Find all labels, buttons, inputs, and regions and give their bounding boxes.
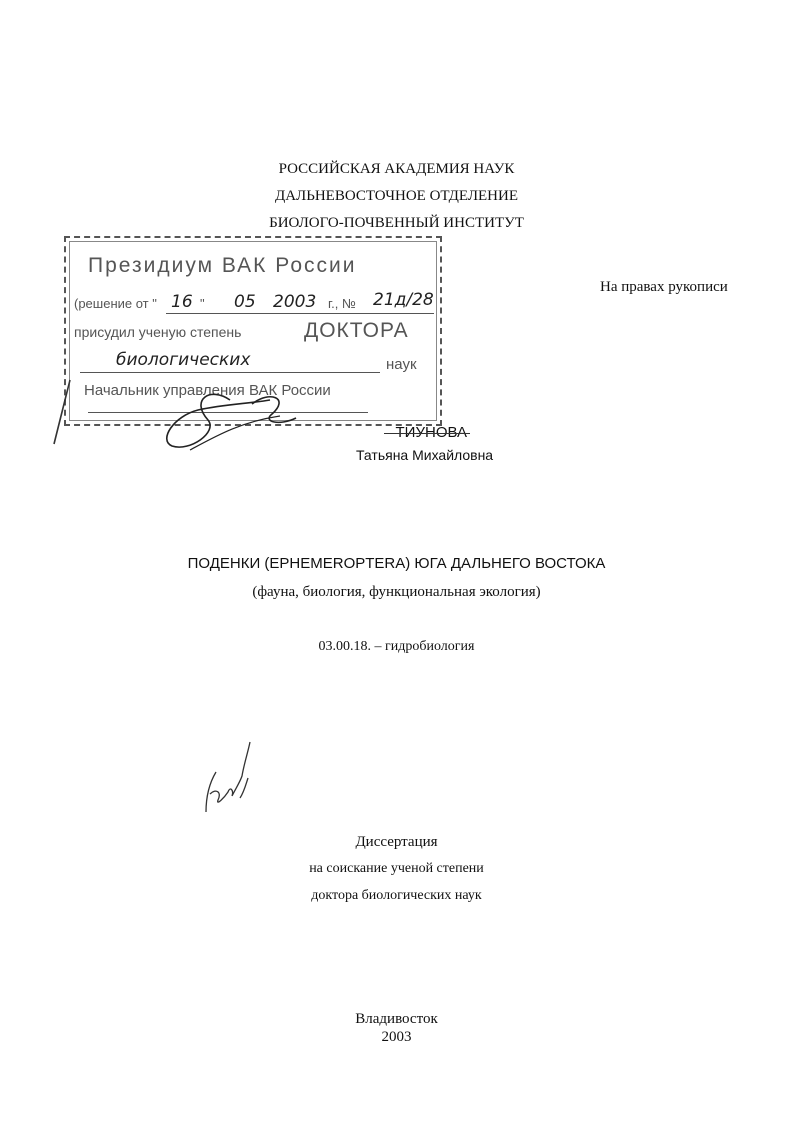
stamp-decision-year: 2003 (273, 292, 317, 312)
author-name: Татьяна Михайловна (356, 447, 494, 463)
stamp-degree: ДОКТОРА (304, 319, 409, 342)
thesis-subtitle: (фауна, биология, функциональная экология) (252, 584, 541, 600)
stamp-decision-underline (166, 313, 434, 314)
stamp-decision-quote: " (200, 296, 205, 311)
stamp-decision-day: 16 (171, 292, 193, 312)
stamp-award-text: присудил ученую степень (74, 324, 242, 340)
stamp-signature-icon (40, 360, 300, 460)
library-mark-icon (196, 738, 256, 820)
city: Владивосток (355, 1011, 438, 1027)
year: 2003 (381, 1029, 412, 1045)
specialty: 03.00.18. – гидробиология (318, 639, 475, 654)
stamp-decision-month: 05 (234, 292, 256, 312)
stamp-decision-g: г., № (328, 296, 356, 311)
author-surname: ТИУНОВА (395, 424, 467, 441)
org-line-2: ДАЛЬНЕВОСТОЧНОЕ ОТДЕЛЕНИЕ (274, 188, 519, 204)
stamp-science-suffix: наук (386, 356, 417, 373)
manuscript-note: На правах рукописи (600, 279, 728, 295)
thesis-type: Диссертация (355, 834, 438, 850)
thesis-title: ПОДЕНКИ (EPHEMEROPTERA) ЮГА ДАЛЬНЕГО ВОСТОКА (187, 555, 606, 572)
thesis-degree: доктора биологических наук (311, 888, 482, 903)
stamp-science-handwritten: биологических (116, 350, 251, 370)
thesis-purpose: на соискание ученой степени (309, 861, 484, 876)
org-line-1: РОССИЙСКАЯ АКАДЕМИЯ НАУК (278, 161, 515, 177)
stamp-decision-number: 21д/28 (373, 290, 434, 310)
stamp-title: Президиум ВАК России (88, 254, 357, 277)
stamp-decision-prefix: (решение от " (74, 296, 157, 311)
author-surname-strike (384, 433, 470, 434)
org-line-3: БИОЛОГО-ПОЧВЕННЫЙ ИНСТИТУТ (269, 215, 524, 231)
stamp-chief: Начальник управления ВАК России (84, 382, 331, 399)
